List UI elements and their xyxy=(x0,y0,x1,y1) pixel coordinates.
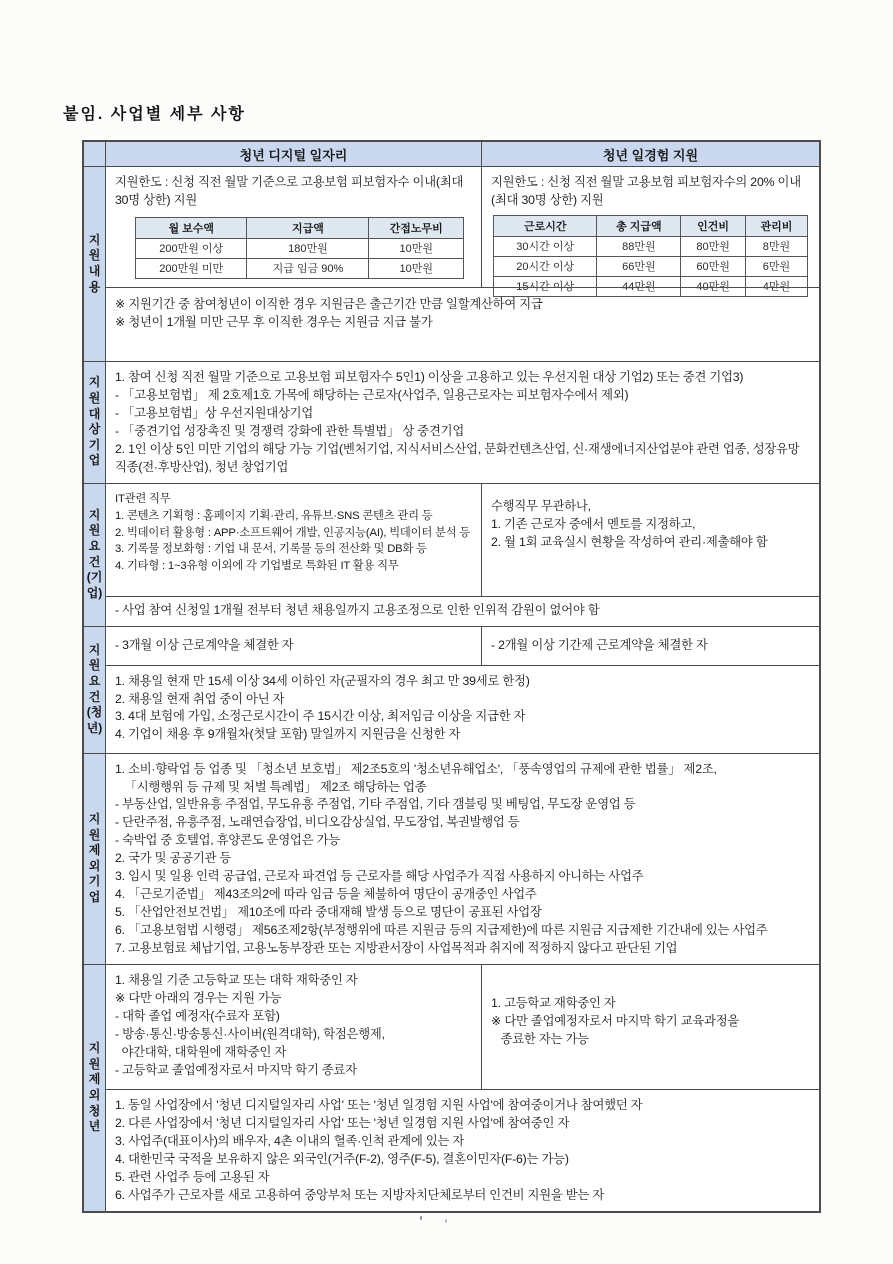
page-title: 붙임. 사업별 세부 사항 xyxy=(63,106,246,123)
text-line: 1. 채용일 현재 만 15세 이상 34세 이하인 자(군필자의 경우 최고 만 39세로 한정) xyxy=(115,673,530,688)
pay-table-digital-header xyxy=(136,217,464,238)
text-line: - 숙박업 중 호텔업, 휴양콘도 운영업은 가능 xyxy=(115,833,340,848)
inner-table-row xyxy=(494,236,808,256)
inner-table-cell: 180만원 xyxy=(247,238,369,258)
text-line: 1. 콘텐츠 기획형 : 홈페이지 기획·관리, 유튜브·SNS 콘텐츠 관리 등 xyxy=(115,509,433,522)
text-line: 2. 다른 사업장에서 '청년 디지털일자리 사업' 또는 '청년 일경험 지원 사업'에 참여중인 자 xyxy=(115,1116,570,1131)
text-line: 1. 채용일 기준 고등학교 또는 대학 재학중인 자 xyxy=(115,973,358,988)
inner-table-cell: 4만원 xyxy=(745,276,807,296)
header-corner-cell xyxy=(84,142,106,166)
contract-period-experience xyxy=(482,627,819,665)
text-line: 수행직무 무관하나, xyxy=(491,498,591,513)
inner-table-cell: 80만원 xyxy=(681,236,746,256)
main-table xyxy=(82,140,821,1213)
sidebar-label-support-content: 지 원 내 용 xyxy=(84,167,106,361)
inner-table-cell: 20시간 이상 xyxy=(494,256,597,276)
inner-table-cell: 8만원 xyxy=(745,236,807,256)
inner-table-cell: 10만원 xyxy=(369,258,464,278)
text-line: 2. 빅데이터 활용형 : APP·소프트웨어 개발, 인공지능(AI), 빅데이터 분석 등 xyxy=(115,526,471,539)
text-line: ※ 지원기간 중 참여청년이 이직한 경우 지원금은 출근기간 만큼 일할계산하여 지급 xyxy=(115,297,543,311)
text-line: ※ 다만 졸업예정자로서 마지막 학기 교육과정을 xyxy=(491,1014,740,1029)
pay-table-experience-header xyxy=(494,215,808,236)
text-line: 3. 임시 및 일용 인력 공급업, 근로자 파견업 등 근로자를 해당 사업주가 직접 사용하지 아니하는 사업주 xyxy=(115,869,644,884)
text-line: 5. 관련 사업주 등에 고용된 자 xyxy=(115,1169,270,1184)
sidebar-label-requirements-company: 지 원 요 건 (기 업) xyxy=(84,484,106,626)
text-line: 2. 1인 이상 5인 미만 기업의 해당 가능 기업(벤처기업, 지식서비스산업, 문화컨텐츠산업, 신·재생에너지산업분야 관련 업종, 성장유망직종(전·후방산업), 청년 창업기업 xyxy=(115,441,800,474)
text-line: 4. 대한민국 국적을 보유하지 않은 외국인(거주(F-2), 영주(F-5), 결혼이민자(F-6)는 가능) xyxy=(115,1151,569,1166)
text-line: 2. 국가 및 공공기관 등 xyxy=(115,851,232,866)
inner-table-cell: 66만원 xyxy=(597,256,681,276)
text-line: 4. 「근로기준법」 제43조의2에 따라 임금 등을 체불하여 명단이 공개중인 사업주 xyxy=(115,887,537,902)
text-line: - 「중견기업 성장촉진 및 경쟁력 강화에 관한 특별법」 상 중견기업 xyxy=(115,423,465,438)
contract-period-row xyxy=(106,627,819,665)
column-header-work-experience: 청년 일경험 지원 xyxy=(602,148,699,163)
text-line: 1. 동일 사업장에서 '청년 디지털일자리 사업' 또는 '청년 일경험 지원 사업'에 참여중이거나 참여했던 자 xyxy=(115,1098,643,1113)
sidebar-label-requirements-youth: 지 원 요 건 (청 년) xyxy=(84,627,106,753)
text-line: - 고등학교 졸업예정자로서 마지막 학기 종료자 xyxy=(115,1062,357,1077)
inner-table-cell: 200만원 미만 xyxy=(136,258,247,278)
inner-table-row xyxy=(494,256,808,276)
youth-conditions-text xyxy=(106,666,819,753)
text-line: - 부동산업, 일반유흥 주점업, 무도유흥 주점업, 기타 주점업, 기타 갬블링 및 베팅업, 무도장 운영업 등 xyxy=(115,797,636,812)
youth-conditions-row xyxy=(106,665,819,753)
text-line: 3. 4대 보험에 가입, 소정근로시간이 주 15시간 이상, 최저임금 이상을 지급한 자 xyxy=(115,709,526,724)
sidebar-label-excluded-youth: 지 원 제 외 청 년 xyxy=(84,965,106,1211)
contract-period-digital xyxy=(106,627,482,665)
inner-table-row xyxy=(136,238,464,258)
inner-table-row xyxy=(136,258,464,278)
text-line: 2. 월 1회 교육실시 현황을 작성하여 관리·제출해야 함 xyxy=(491,534,768,549)
excluded-youth-main-row xyxy=(106,965,819,1089)
text-line: 「시행행위 등 규제 및 처벌 특례법」 제2조 해당하는 업종 xyxy=(115,779,427,794)
inner-table-cell: 200만원 이상 xyxy=(136,238,247,258)
excluded-youth-common-row xyxy=(106,1089,819,1211)
support-limit-digital: 지원한도 : 신청 직전 월말 기준으로 고용보험 피보험자수 이내(최대 30명 상한) 지원 xyxy=(115,175,467,207)
text-line: 3. 기록물 정보화형 : 기업 내 문서, 기록물 등의 전산화 및 DB화 등 xyxy=(115,543,427,556)
text-line: 1. 참여 신청 직전 월말 기준으로 고용보험 피보험자수 5인1) 이상을 고용하고 있는 우선지원 대상 기업2) 또는 중견 기업3) xyxy=(115,369,744,384)
section-target-companies xyxy=(84,361,819,483)
section-excluded-companies xyxy=(84,753,819,964)
text-line: 야간대학, 대학원에 재학중인 자 xyxy=(115,1044,287,1059)
excluded-companies-text xyxy=(106,754,819,964)
support-content-notes-row xyxy=(106,287,819,361)
mentoring-requirements-cell xyxy=(482,484,819,596)
inner-table-cell: 30시간 이상 xyxy=(494,236,597,256)
sidebar-label-target-companies: 지 원 대 상 기 업 xyxy=(84,362,106,483)
text-line: 4. 기타형 : 1~3유형 이외에 각 기업별로 특화된 IT 활용 직무 xyxy=(115,560,399,573)
section-requirements-youth xyxy=(84,626,819,753)
inner-table-cell: 88만원 xyxy=(597,236,681,256)
text-line: 1. 고등학교 재학중인 자 xyxy=(491,996,616,1011)
text-line: - 「고용보험법」 제 2호제1호 가목에 해당하는 근로자(사업주, 일용근로자는 피보험자수에서 제외) xyxy=(115,387,629,402)
contract-period-experience-text: - 2개월 이상 기간제 근로계약을 체결한 자 xyxy=(491,637,708,652)
requirements-company-note-row xyxy=(106,596,819,626)
requirements-company-main-row xyxy=(106,484,819,596)
inner-table-cell: 6만원 xyxy=(745,256,807,276)
text-line: 6. 「고용보험법 시행령」 제56조제2항(부정행위에 따른 지원금 등의 지급제한)에 따른 지원금 지급제한 기간내에 있는 사업주 xyxy=(115,923,768,938)
section-excluded-youth xyxy=(84,964,819,1211)
it-job-types-cell xyxy=(106,484,482,596)
inner-table-cell: 60만원 xyxy=(681,256,746,276)
no-layoff-note-text: - 사업 참여 신청일 1개월 전부터 청년 채용일까지 고용조정으로 인한 인위적 감원이 없어야 함 xyxy=(115,602,600,617)
text-line: IT관련 직무 xyxy=(115,492,171,505)
excluded-youth-digital-cell xyxy=(106,965,482,1089)
section-support-content xyxy=(84,166,819,361)
pay-table-digital xyxy=(135,217,464,279)
text-line: 1. 소비·향락업 등 업종 및 「청소년 보호법」 제2조5호의 '청소년유해업소', 「풍속영업의 규제에 관한 법률」 제2조, xyxy=(115,761,717,776)
support-content-main-row xyxy=(106,167,819,294)
sidebar-label-excluded-companies: 지 원 제 외 기 업 xyxy=(84,754,106,964)
text-line: - 대학 졸업 예정자(수료자 포함) xyxy=(115,1008,280,1023)
contract-period-digital-text: - 3개월 이상 근로계약을 체결한 자 xyxy=(115,637,294,652)
text-line: 1. 기존 근로자 중에서 멘토를 지정하고, xyxy=(491,516,696,531)
inner-table-header-cell: 인건비 xyxy=(681,215,746,236)
text-line: ※ 다만 아래의 경우는 지원 가능 xyxy=(115,991,282,1006)
support-content-digital-cell xyxy=(106,167,482,287)
inner-table-cell: 40만원 xyxy=(681,276,746,296)
pay-table-experience xyxy=(493,215,808,297)
text-line: 7. 고용보험료 체납기업, 고용노동부장관 또는 지방관서장이 사업목적과 취지에 적정하지 않다고 판단된 기업 xyxy=(115,941,678,956)
section-requirements-company xyxy=(84,483,819,626)
target-companies-text xyxy=(106,362,819,483)
inner-table-header-cell: 관리비 xyxy=(745,215,807,236)
text-line: 5. 「산업안전보건법」 제10조에 따라 중대재해 발생 등으로 명단이 공표된 사업장 xyxy=(115,905,542,920)
no-layoff-note xyxy=(106,597,819,626)
inner-table-header-cell: 근로시간 xyxy=(494,215,597,236)
excluded-youth-common-text xyxy=(106,1090,819,1211)
inner-table-header-cell: 월 보수액 xyxy=(136,217,247,238)
support-content-notes xyxy=(106,288,819,361)
column-header-digital-jobs: 청년 디지털 일자리 xyxy=(106,142,482,166)
inner-table-cell: 10만원 xyxy=(369,238,464,258)
text-line: - 「고용보험법」상 우선지원대상기업 xyxy=(115,405,314,420)
text-line: 3. 사업주(대표이사)의 배우자, 4촌 이내의 혈족·인척 관계에 있는 자 xyxy=(115,1133,465,1148)
table-header-row xyxy=(84,142,819,166)
text-line: ※ 청년이 1개월 미만 근무 후 이직한 경우는 지원금 지급 불가 xyxy=(115,314,433,329)
inner-table-cell: 지급 임금 90% xyxy=(247,258,369,278)
text-line: 4. 기업이 채용 후 9개월차(첫달 포함) 말일까지 지원금을 신청한 자 xyxy=(115,727,461,742)
inner-table-header-cell: 지급액 xyxy=(247,217,369,238)
inner-table-cell: 15시간 이상 xyxy=(494,276,597,296)
text-line: 6. 사업주가 근로자를 새로 고용하여 중앙부처 또는 지방자치단체로부터 인건비 지원을 받는 자 xyxy=(115,1187,605,1202)
inner-table-header-cell: 총 지급액 xyxy=(597,215,681,236)
text-line: 2. 채용일 현재 취업 중이 아닌 자 xyxy=(115,691,285,706)
text-line: - 단란주점, 유흥주점, 노래연습장업, 비디오감상실업, 무도장업, 복권발행업 등 xyxy=(115,815,520,830)
support-content-experience-cell xyxy=(482,167,819,294)
text-line: - 방송·통신·방송통신·사이버(원격대학), 학점은행제, xyxy=(115,1026,385,1041)
support-limit-experience: 지원한도 : 신청 직전 월말 고용보험 피보험자수의 20% 이내(최대 30명 상한) 지원 xyxy=(491,175,801,207)
inner-table-cell: 44만원 xyxy=(597,276,681,296)
text-line: 종료한 자는 가능 xyxy=(491,1031,589,1046)
scan-artifact xyxy=(420,1216,422,1220)
inner-table-header-cell: 간접노무비 xyxy=(369,217,464,238)
excluded-youth-experience-cell xyxy=(482,965,819,1089)
